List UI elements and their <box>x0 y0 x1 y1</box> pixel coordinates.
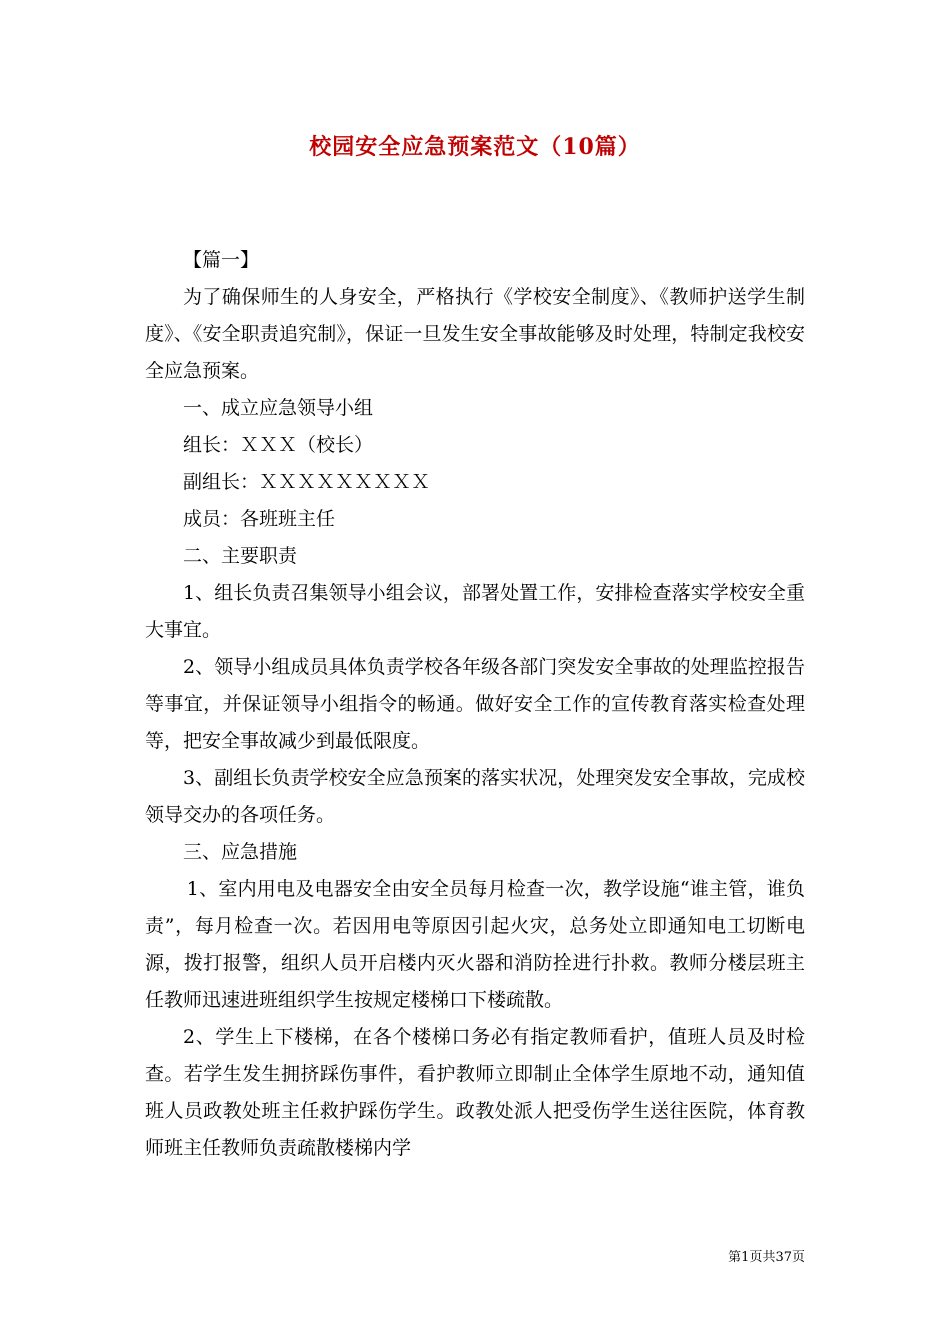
paragraph: 1、室内用电及电器安全由安全员每月检查一次，教学设施“谁主管，谁负责”，每月检查一次。若因用电等原因引起火灾，总务处立即通知电工切断电源，拨打报警，组织人员开启楼内灭火器和消防拴进行扑救。教师分楼层班主任教师迅速进班组织学生按规定楼梯口下楼疏散。 <box>145 878 805 1011</box>
paragraph: 1、组长负责召集领导小组会议，部署处置工作，安排检查落实学校安全重大事宜。 <box>145 582 805 641</box>
document-title: 校园安全应急预案范文（10篇） <box>309 134 641 160</box>
paragraph: 组长：ＸＸＸ（校长） <box>183 434 374 456</box>
section-heading: 【篇一】 <box>183 249 260 271</box>
subheading: 一、成立应急领导小组 <box>183 397 374 419</box>
subheading: 二、主要职责 <box>183 545 298 567</box>
paragraph: 3、副组长负责学校安全应急预案的落实状况，处理突发安全事故，完成校领导交办的各项任务。 <box>145 767 805 826</box>
subheading: 三、应急措施 <box>183 841 298 863</box>
paragraph: 为了确保师生的人身安全，严格执行《学校安全制度》、《教师护送学生制度》、《安全职责追究制》，保证一旦发生安全事故能够及时处理，特制定我校安全应急预案。 <box>145 286 805 382</box>
document-body <box>145 242 805 1167</box>
paragraph: 成员：各班班主任 <box>183 508 336 530</box>
paragraph: 2、领导小组成员具体负责学校各年级各部门突发安全事故的处理监控报告等事宜，并保证领导小组指令的畅通。做好安全工作的宣传教育落实检查处理等，把安全事故减少到最低限度。 <box>145 656 805 752</box>
paragraph: 副组长：ＸＸＸＸＸＸＸＸＸ <box>183 471 431 493</box>
paragraph: 2、学生上下楼梯，在各个楼梯口务必有指定教师看护，值班人员及时检查。若学生发生拥挤踩伤事件，看护教师立即制止全体学生原地不动，通知值班人员政教处班主任救护踩伤学生。政教处派人把受伤学生送往医院，体育教师班主任教师负责疏散楼梯内学 <box>145 1026 805 1159</box>
page-number: 第1页共37页 <box>728 1250 805 1265</box>
